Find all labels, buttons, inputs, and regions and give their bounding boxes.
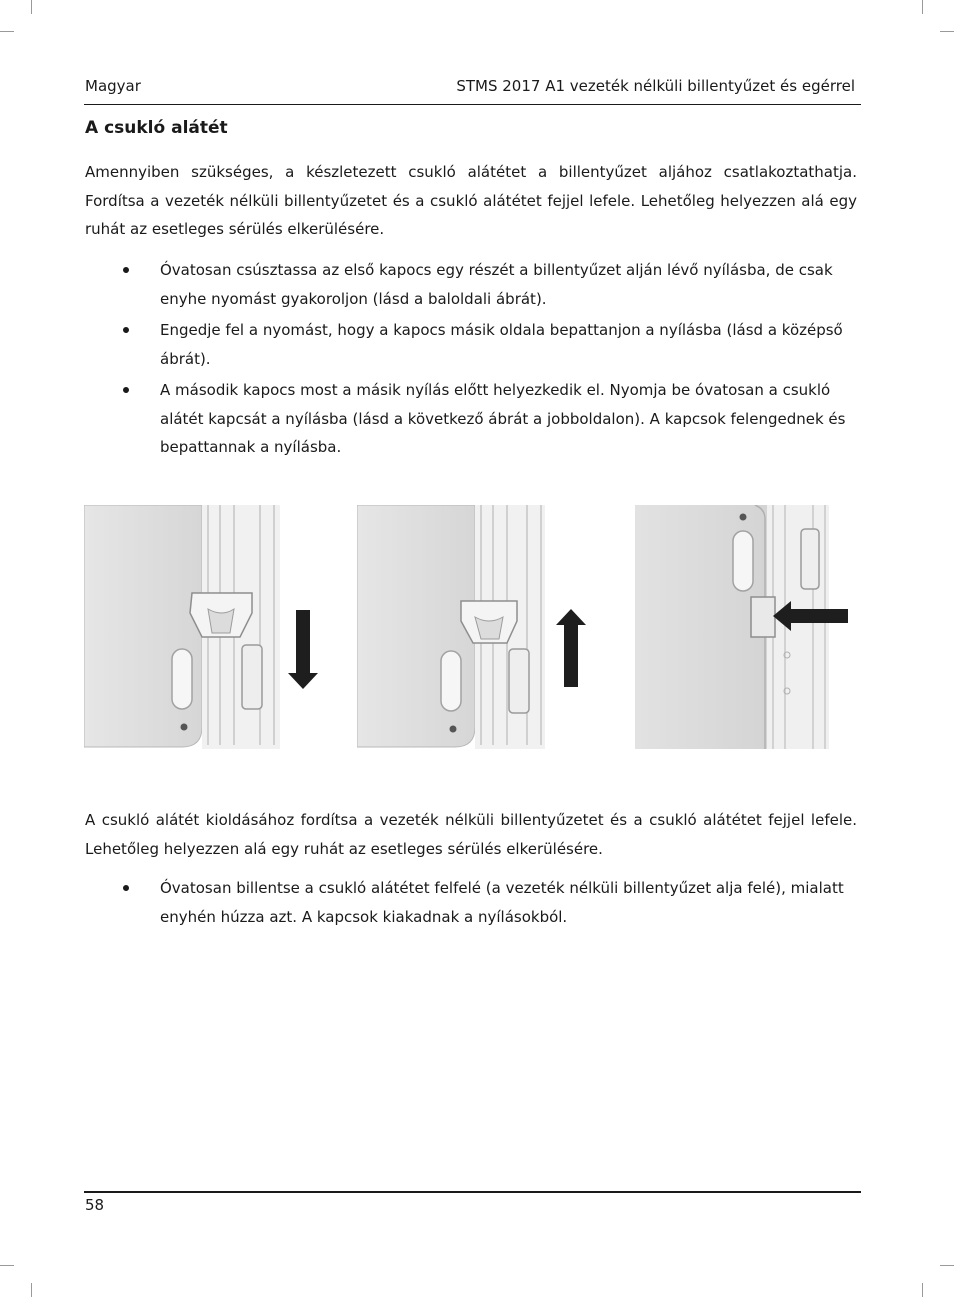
crop-mark (31, 1283, 32, 1297)
removal-step-list (85, 874, 857, 934)
list-item (85, 874, 857, 931)
footer-rule (84, 1191, 861, 1193)
crop-mark (940, 31, 954, 32)
bullet-icon (123, 387, 129, 393)
section-title: A csukló alátét (85, 118, 228, 138)
step-text: A második kapocs most a másik nyílás előtt helyezkedik el. Nyomja be óvatosan a csukló alátét kapcsát a nyílásba (lásd a következő ábrát a jobboldalon). A kapcsok felengednek és bepattannak a nyílásba. (160, 381, 846, 456)
figure-middle (357, 505, 597, 749)
bullet-icon (123, 885, 129, 891)
bullet-icon (123, 327, 129, 333)
figure-left (84, 505, 324, 749)
header-language: Magyar (85, 77, 141, 95)
step-list (85, 256, 857, 465)
step-text: Engedje fel a nyomást, hogy a kapocs másik oldala bepattanjon a nyílásba (lásd a középső ábrát). (160, 321, 843, 368)
figure-right (635, 505, 850, 749)
list-item (85, 376, 857, 462)
header-rule (84, 104, 861, 105)
crop-mark (0, 31, 14, 32)
crop-mark (0, 1265, 14, 1266)
crop-mark (922, 0, 923, 14)
list-item (85, 256, 857, 313)
bullet-icon (123, 267, 129, 273)
header-product-title: STMS 2017 A1 vezeték nélküli billentyűzet és egérrel (456, 77, 855, 95)
crop-mark (922, 1283, 923, 1297)
intro-paragraph: Amennyiben szükséges, a készletezett csukló alátétet a billentyűzet aljához csatlakoztathatja. Fordítsa a vezeték nélküli billentyűzetet és a csukló alátétet fejjel lefele. Lehetőleg helyezzen alá egy ruhát az esetleges sérülés elkerülésére. (85, 163, 857, 238)
list-item (85, 316, 857, 373)
step-text: Óvatosan billentse a csukló alátétet felfelé (a vezeték nélküli billentyűzet alja felé), mialatt enyhén húzza azt. A kapcsok kiakadnak a nyílásokból. (160, 879, 844, 926)
page-number: 58 (85, 1196, 105, 1214)
step-text: Óvatosan csúsztassa az első kapocs egy részét a billentyűzet alján lévő nyílásba, de csak enyhe nyomást gyakoroljon (lásd a baloldali ábrát). (160, 261, 833, 308)
crop-mark (940, 1265, 954, 1266)
crop-mark (31, 0, 32, 14)
removal-paragraph: A csukló alátét kioldásához fordítsa a vezeték nélküli billentyűzetet és a csukló alátétet fejjel lefele. Lehetőleg helyezzen alá egy ruhát az esetleges sérülés elkerülésére. (85, 811, 857, 858)
